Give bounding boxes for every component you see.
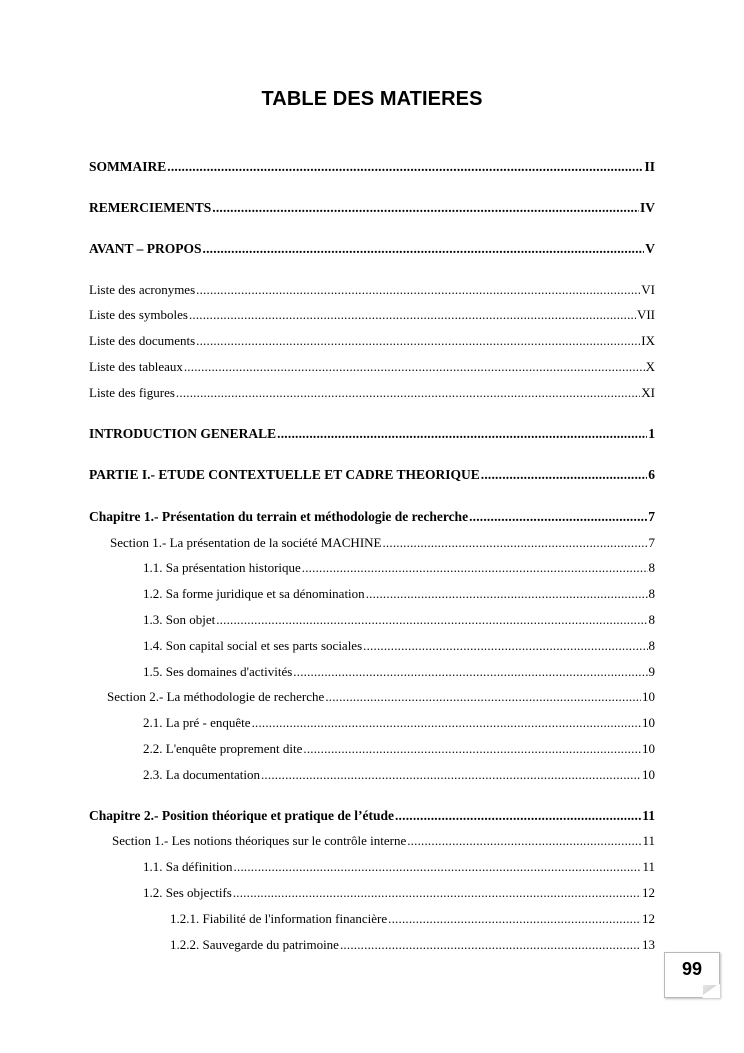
- toc-entry-page: 8: [648, 560, 655, 575]
- toc-entry[interactable]: [89, 200, 655, 216]
- toc-entry-label: 2.2. L'enquête proprement dite: [143, 741, 303, 756]
- dot-leader: [196, 282, 640, 298]
- toc-entry-page: 7: [648, 509, 655, 524]
- toc-entry-page: 10: [642, 715, 655, 730]
- toc-entry[interactable]: [89, 808, 655, 824]
- toc-entry[interactable]: [170, 911, 655, 927]
- toc-entry-page: 8: [648, 638, 655, 653]
- toc-entry-page: 11: [642, 833, 655, 848]
- toc-entry-label: 1.5. Ses domaines d'activités: [143, 664, 293, 679]
- toc-entry[interactable]: [143, 715, 655, 731]
- dot-leader: [261, 767, 641, 783]
- toc-entry-label: 2.3. La documentation: [143, 767, 260, 782]
- toc-entry-label: Section 1.- La présentation de la société MACHINE: [110, 535, 382, 550]
- toc-entry[interactable]: [110, 535, 655, 551]
- toc-entry-page: 10: [642, 741, 655, 756]
- dot-leader: [382, 535, 647, 551]
- toc-entry[interactable]: [89, 359, 655, 375]
- dot-leader: [184, 359, 645, 375]
- dot-leader: [203, 241, 645, 257]
- toc-entry[interactable]: [143, 612, 655, 628]
- toc-entry-label: 1.2.2. Sauvegarde du patrimoine: [170, 937, 339, 952]
- toc-entry-page: 12: [642, 885, 655, 900]
- toc-entry-label: Section 2.- La méthodologie de recherche: [107, 689, 325, 704]
- toc-entry-page: IX: [641, 333, 655, 348]
- toc-entry[interactable]: [107, 689, 655, 705]
- toc-entry-label: Liste des tableaux: [89, 359, 183, 374]
- dot-leader: [481, 467, 648, 483]
- toc-entry-page: 1: [648, 426, 655, 441]
- toc-entry-label: Liste des acronymes: [89, 282, 196, 297]
- toc-entry-label: PARTIE I.- ETUDE CONTEXTUELLE ET CADRE THEORIQUE: [89, 467, 480, 482]
- toc-entry-page: VI: [641, 282, 655, 297]
- dot-leader: [167, 159, 643, 175]
- dot-leader: [363, 638, 647, 654]
- dot-leader: [407, 833, 641, 849]
- toc-entry[interactable]: [89, 307, 655, 323]
- toc-entry[interactable]: [143, 586, 655, 602]
- toc-entry[interactable]: [143, 560, 655, 576]
- toc-entry-label: 2.1. La pré - enquête: [143, 715, 251, 730]
- toc-entry-label: Liste des figures: [89, 385, 175, 400]
- toc-entry[interactable]: [89, 241, 655, 257]
- toc-entry[interactable]: [89, 467, 655, 483]
- toc-entry[interactable]: [89, 282, 655, 298]
- dot-leader: [189, 307, 636, 323]
- toc-entry[interactable]: [112, 833, 655, 849]
- dot-leader: [252, 715, 641, 731]
- dot-leader: [325, 689, 641, 705]
- dot-leader: [233, 885, 641, 901]
- toc-entry[interactable]: [89, 385, 655, 401]
- toc-entry-page: 8: [648, 612, 655, 627]
- toc-entry[interactable]: [143, 741, 655, 757]
- page-title: TABLE DES MATIERES: [261, 88, 483, 110]
- toc-entry-label: 1.1. Sa définition: [143, 859, 233, 874]
- toc-entry-label: 1.2.1. Fiabilité de l'information financière: [170, 911, 388, 926]
- toc-entry-page: 10: [642, 767, 655, 782]
- dot-leader: [366, 586, 648, 602]
- toc-entry-page: 12: [642, 911, 655, 926]
- toc-entry-label: INTRODUCTION GENERALE: [89, 426, 277, 441]
- toc-entry-page: 8: [648, 586, 655, 601]
- dot-leader: [216, 612, 647, 628]
- toc-entry-label: REMERCIEMENTS: [89, 200, 212, 215]
- toc-entry-page: 11: [642, 808, 655, 823]
- toc-entry[interactable]: [143, 664, 655, 680]
- toc-entry-label: Section 1.- Les notions théoriques sur le contrôle interne: [112, 833, 407, 848]
- toc-entry-label: Liste des documents: [89, 333, 196, 348]
- toc-entry[interactable]: [143, 859, 655, 875]
- toc-entry[interactable]: [143, 638, 655, 654]
- toc-entry-label: AVANT – PROPOS: [89, 241, 202, 256]
- toc-entry[interactable]: [89, 509, 655, 525]
- toc-entry[interactable]: [170, 937, 655, 953]
- toc-entry[interactable]: [143, 767, 655, 783]
- dot-leader: [303, 741, 641, 757]
- dot-leader: [302, 560, 648, 576]
- toc-entry-page: 6: [648, 467, 655, 482]
- toc-entry-page: II: [644, 159, 655, 174]
- dot-leader: [340, 937, 641, 953]
- dot-leader: [388, 911, 641, 927]
- toc-entry-label: 1.3. Son objet: [143, 612, 216, 627]
- toc-entry-label: 1.2. Sa forme juridique et sa dénomination: [143, 586, 365, 601]
- toc-entry[interactable]: [89, 159, 655, 175]
- page-number-box: [664, 952, 720, 998]
- page-number: 99: [681, 959, 703, 979]
- toc-entry-label: SOMMAIRE: [89, 159, 167, 174]
- dot-leader: [212, 200, 639, 216]
- toc-entry-label: Chapitre 2.- Position théorique et pratique de l’étude: [89, 808, 394, 823]
- dot-leader: [277, 426, 647, 442]
- toc-entry-page: 10: [642, 689, 655, 704]
- toc-entry-label: Chapitre 1.- Présentation du terrain et méthodologie de recherche: [89, 509, 469, 524]
- toc-entry-page: 9: [648, 664, 655, 679]
- toc-entry[interactable]: [89, 333, 655, 349]
- toc-entry-page: 13: [642, 937, 655, 952]
- dot-leader: [234, 859, 642, 875]
- toc-entry-page: X: [645, 359, 655, 374]
- toc-entry-label: 1.4. Son capital social et ses parts sociales: [143, 638, 363, 653]
- dot-leader: [395, 808, 641, 824]
- toc-entry-label: 1.1. Sa présentation historique: [143, 560, 301, 575]
- toc-entry-page: VII: [636, 307, 655, 322]
- toc-entry[interactable]: [89, 426, 655, 442]
- toc-entry[interactable]: [143, 885, 655, 901]
- toc-entry-page: XI: [641, 385, 655, 400]
- toc-entry-page: IV: [639, 200, 655, 215]
- toc-entry-label: Liste des symboles: [89, 307, 188, 322]
- toc-entry-page: 7: [648, 535, 655, 550]
- toc-entry-page: 11: [642, 859, 655, 874]
- toc-entry-page: V: [645, 241, 655, 256]
- dot-leader: [196, 333, 640, 349]
- dot-leader: [176, 385, 640, 401]
- toc-entry-label: 1.2. Ses objectifs: [143, 885, 232, 900]
- dot-leader: [293, 664, 647, 680]
- dot-leader: [469, 509, 647, 525]
